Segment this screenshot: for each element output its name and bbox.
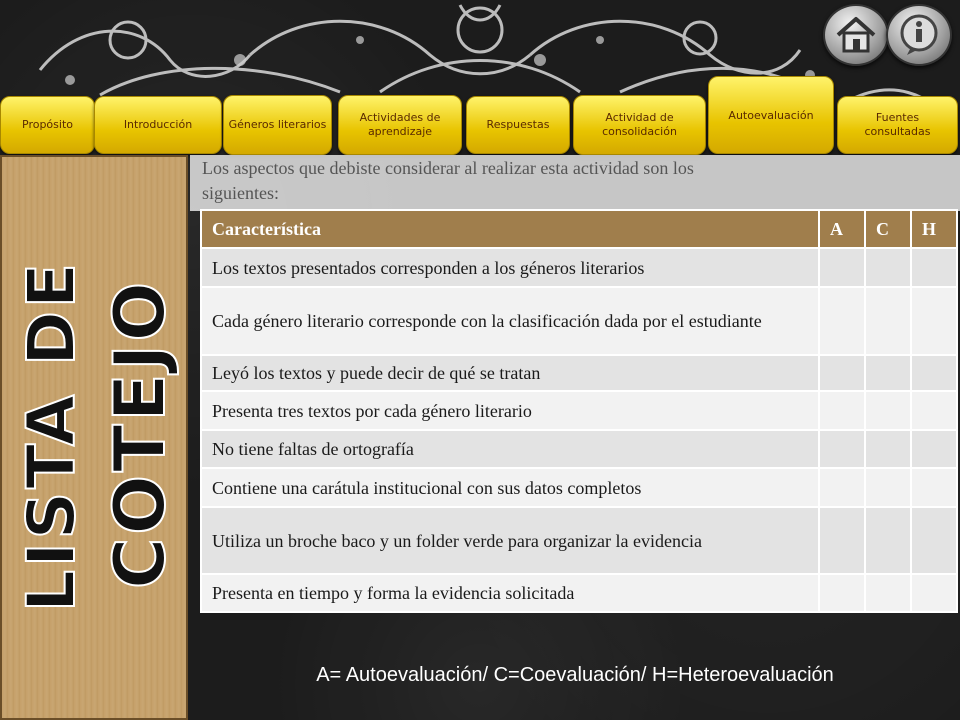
tab-autoevaluacion[interactable] [708, 76, 834, 154]
tab-label: Autoevaluación [728, 109, 814, 122]
title-line-1: LISTA DE [13, 260, 90, 612]
cell-a[interactable] [819, 248, 865, 287]
checklist-table [200, 209, 958, 613]
row-text: Presenta tres textos por cada género literario [201, 391, 819, 430]
row-text: Cada género literario corresponde con la clasificación dada por el estudiante [201, 287, 819, 355]
header-h: H [911, 210, 957, 248]
cell-c[interactable] [865, 507, 911, 574]
cell-a[interactable] [819, 430, 865, 468]
cell-c[interactable] [865, 391, 911, 430]
table-row [201, 391, 957, 430]
tab-actividades-de-aprendizaje[interactable] [338, 95, 462, 155]
tab-label: Actividad de consolidación [602, 111, 677, 138]
cell-h[interactable] [911, 574, 957, 612]
table-row [201, 430, 957, 468]
header-caracteristica: Característica [201, 210, 819, 248]
left-title-panel [0, 155, 188, 720]
table-row [201, 287, 957, 355]
cell-c[interactable] [865, 287, 911, 355]
tab-label: Géneros literarios [228, 118, 327, 132]
cell-h[interactable] [911, 287, 957, 355]
tab-label: Respuestas [486, 118, 550, 132]
home-icon [834, 15, 878, 55]
cell-a[interactable] [819, 287, 865, 355]
cell-h[interactable] [911, 430, 957, 468]
cell-c[interactable] [865, 574, 911, 612]
cell-c[interactable] [865, 355, 911, 391]
tab-actividad-de-consolidacion[interactable] [573, 95, 706, 155]
tab-generos-literarios[interactable] [223, 95, 332, 155]
tab-fuentes-consultadas[interactable] [837, 96, 958, 154]
legend-text: A= Autoevaluación/ C=Coevaluación/ H=Heteroevaluación [316, 664, 834, 686]
row-text: No tiene faltas de ortografía [201, 430, 819, 468]
table-header-row [201, 210, 957, 248]
header-a: A [819, 210, 865, 248]
cell-a[interactable] [819, 574, 865, 612]
home-button[interactable] [823, 4, 889, 66]
cell-h[interactable] [911, 507, 957, 574]
cell-h[interactable] [911, 355, 957, 391]
table-row [201, 574, 957, 612]
cell-c[interactable] [865, 248, 911, 287]
info-button[interactable] [886, 4, 952, 66]
cell-a[interactable] [819, 355, 865, 391]
title-line-2: COTEJO [99, 279, 181, 589]
tab-label: Actividades de aprendizaje [359, 111, 441, 138]
tab-label: Propósito [22, 118, 73, 132]
cell-a[interactable] [819, 391, 865, 430]
cell-a[interactable] [819, 507, 865, 574]
header-c: C [865, 210, 911, 248]
intro-text: Los aspectos que debiste considerar al realizar esta actividad son los siguientes: [202, 158, 694, 203]
row-text: Los textos presentados corresponden a los géneros literarios [201, 248, 819, 287]
vertical-title [2, 157, 190, 720]
table-row [201, 468, 957, 507]
cell-h[interactable] [911, 391, 957, 430]
tab-respuestas[interactable] [466, 96, 570, 154]
cell-h[interactable] [911, 248, 957, 287]
cell-a[interactable] [819, 468, 865, 507]
tab-proposito[interactable] [0, 96, 95, 154]
row-text: Presenta en tiempo y forma la evidencia solicitada [201, 574, 819, 612]
row-text: Leyó los textos y puede decir de qué se tratan [201, 355, 819, 391]
table-row [201, 355, 957, 391]
cell-c[interactable] [865, 468, 911, 507]
table-row [201, 248, 957, 287]
cell-c[interactable] [865, 430, 911, 468]
table-row [201, 507, 957, 574]
row-text: Utiliza un broche baco y un folder verde para organizar la evidencia [201, 507, 819, 574]
info-icon [897, 13, 941, 57]
tab-introduccion[interactable] [94, 96, 222, 154]
tab-label: Introducción [123, 118, 193, 132]
row-text: Contiene una carátula institucional con sus datos completos [201, 468, 819, 507]
tab-label: Fuentes consultadas [864, 111, 931, 138]
intro-text-box [190, 155, 960, 211]
cell-h[interactable] [911, 468, 957, 507]
